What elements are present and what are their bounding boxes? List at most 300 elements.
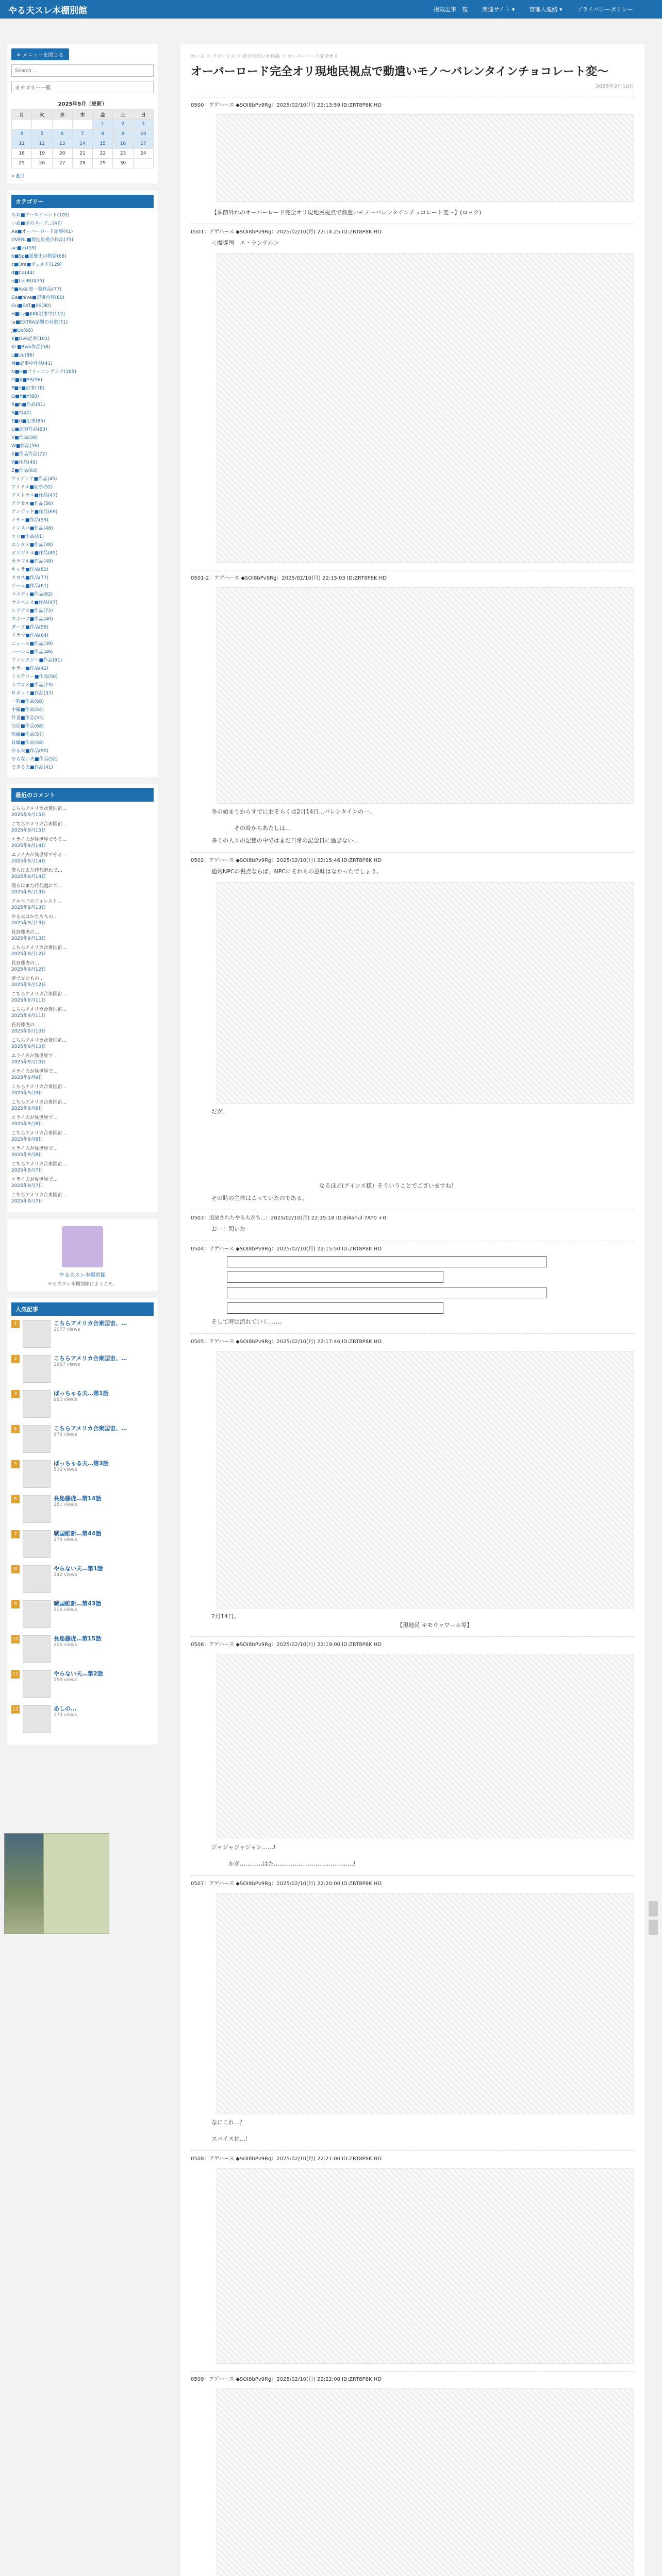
comment-text[interactable]: エライ夫が異世界で…: [11, 1069, 58, 1074]
ascii-frame-box: [227, 1287, 547, 1298]
ascii-art-block: [217, 2168, 634, 2364]
post-body-extra: その時の主体はこっていたのである。: [211, 1195, 308, 1201]
comment-text[interactable]: エライ夫が異世界で…: [11, 1177, 58, 1182]
comment-text[interactable]: エライ夫が異世界でやる…: [11, 837, 67, 842]
comment-text[interactable]: 僕らはまた時代遅れで…: [11, 868, 63, 873]
comment-text[interactable]: こちらアメリカ合衆国宙…: [11, 1162, 67, 1167]
comment-text[interactable]: こちらアメリカ合衆国宙…: [11, 992, 67, 997]
category-link[interactable]: ae■ex(59): [11, 246, 37, 251]
comment-date[interactable]: 2025年9月12日: [11, 952, 46, 957]
ascii-art-block: [217, 2388, 634, 2576]
popular-views: 199 views: [54, 1677, 77, 1683]
comment-date[interactable]: 2025年9月14日: [11, 843, 46, 849]
scroll-up-button[interactable]: [649, 1901, 658, 1917]
category-link[interactable]: ドラマ■作品(64): [11, 633, 48, 638]
category-link[interactable]: アストラル■作品(47): [11, 493, 58, 498]
popular-thumbnail[interactable]: [23, 1355, 51, 1383]
category-link[interactable]: イチャ■作品(53): [11, 518, 48, 523]
category-link[interactable]: 短編■作品(57): [11, 732, 44, 737]
popular-views: 281 views: [54, 1502, 77, 1507]
popular-thumbnail[interactable]: [23, 1670, 51, 1698]
calendar-day[interactable]: 8: [93, 129, 113, 139]
category-link[interactable]: b■Sp■黒歴史の物語(68): [11, 254, 67, 259]
popular-views: 216 views: [54, 1607, 77, 1613]
category-link[interactable]: できる夫■作品(41): [11, 765, 53, 770]
comment-date[interactable]: 2025年9月8日: [11, 1122, 43, 1127]
popular-thumbnail[interactable]: [23, 1635, 51, 1663]
popular-rank: 10: [11, 1635, 20, 1643]
post-body: 【現地民 キモウァワール等】: [397, 1622, 473, 1629]
comment-date[interactable]: 2025年9月12日: [11, 982, 46, 988]
category-link[interactable]: 長編■作品(48): [11, 740, 44, 745]
popular-item[interactable]: [11, 1670, 154, 1700]
calendar-day[interactable]: 5: [32, 129, 52, 139]
calendar-day[interactable]: 17: [133, 139, 153, 149]
comment-list: [11, 806, 154, 1205]
category-link[interactable]: J■Uo(65): [11, 328, 33, 333]
category-link[interactable]: P■Y■記事(78): [11, 386, 45, 391]
calendar-prev-link[interactable]: « 8月: [11, 174, 25, 179]
top-nav: [434, 5, 633, 13]
search-input[interactable]: [11, 64, 154, 77]
comment-date[interactable]: 2025年9月12日: [11, 967, 46, 972]
popular-views: 980 views: [54, 1397, 77, 1402]
calendar-day[interactable]: 3: [133, 120, 153, 129]
popular-item[interactable]: [11, 1565, 154, 1595]
category-link[interactable]: K■Ovk記事(101): [11, 336, 50, 342]
comment-item: [11, 1084, 154, 1096]
nav-item[interactable]: 関連サイト ▾: [482, 6, 515, 13]
category-link[interactable]: ロボット■作品(37): [11, 691, 53, 696]
popular-thumbnail[interactable]: [23, 1495, 51, 1523]
calendar-day[interactable]: 13: [52, 139, 72, 149]
calendar-day: [72, 120, 92, 129]
comment-item: [11, 1007, 154, 1019]
category-link[interactable]: 完結■作品(68): [11, 724, 44, 729]
calendar-day: [12, 120, 32, 129]
post-header: 0504：アゲハース ◆SOI8bPv9Rg：2025/02/10(月) 22:15:50 ID:ZRT8P8K HD: [191, 1241, 634, 1252]
category-link[interactable]: T■U■記事(85): [11, 419, 45, 424]
comment-text[interactable]: 夢で見たもの…: [11, 976, 44, 981]
comment-date[interactable]: 2025年9月10日: [11, 1060, 46, 1065]
popular-thumbnail[interactable]: [23, 1705, 51, 1733]
comment-date[interactable]: 2025年9月7日: [11, 1168, 43, 1173]
ascii-art-block: [217, 587, 634, 804]
calendar-day[interactable]: 18: [12, 149, 32, 159]
category-link[interactable]: アンデッド■作品(69): [11, 510, 58, 515]
category-link[interactable]: Ia■EXTRA話題の対象(71): [11, 320, 68, 325]
calendar-day-head: 月: [12, 110, 32, 120]
popular-thumbnail[interactable]: [23, 1530, 51, 1558]
category-link[interactable]: Z■作品(63): [11, 468, 38, 473]
scroll-down-button[interactable]: [649, 1920, 658, 1935]
comment-item: [11, 883, 154, 895]
comment-text[interactable]: 僕らはまた時代遅れで…: [11, 884, 63, 889]
comment-date[interactable]: 2025年9月13日: [11, 936, 46, 941]
popular-thumbnail[interactable]: [23, 1460, 51, 1488]
breadcrumb[interactable]: ホーム ＞ アクーシス ＞ 自分の思いを作品 ＞ オーバーロード完全オリ: [191, 54, 338, 59]
category-link[interactable]: やる夫■作品(90): [11, 749, 48, 754]
profile-avatar: [62, 1226, 103, 1267]
popular-views: 173 views: [54, 1713, 77, 1718]
comment-text[interactable]: エライ夫が異世界でやる…: [11, 853, 67, 858]
category-link[interactable]: OVERL■現地民視点作品(75): [11, 238, 74, 243]
post-scene-label: ＜魔導国 エ・ランテル＞: [211, 240, 279, 246]
category-link[interactable]: アイディア■作品(45): [11, 477, 57, 482]
popular-rank: 7: [11, 1530, 20, 1538]
post-header: 0509：アゲハース ◆SOI8bPv9Rg：2025/02/10(月) 22:22:00 ID:ZRT8P8K HD: [191, 2371, 634, 2382]
calendar-day[interactable]: 9: [113, 129, 133, 139]
category-link[interactable]: Q■Y■Y(60): [11, 394, 39, 399]
comment-item: [11, 914, 154, 926]
calendar-day[interactable]: 20: [52, 149, 72, 159]
popular-thumbnail[interactable]: [23, 1425, 51, 1453]
comment-date[interactable]: 2025年9月14日: [11, 874, 46, 879]
calendar-day-head: 木: [72, 110, 92, 120]
popular-title[interactable]: こちらアメリカ合衆国宙、…: [54, 1355, 127, 1362]
comment-text[interactable]: アルベドのフォレスト…: [11, 899, 62, 904]
popular-rank: 6: [11, 1495, 20, 1503]
category-link[interactable]: Aa■オーバーロード記事(41): [11, 229, 73, 234]
category-link[interactable]: Ga■hive■記事内容(80): [11, 295, 65, 300]
category-link[interactable]: ファンタジー■作品(91): [11, 658, 62, 663]
calendar-day[interactable]: 6: [52, 129, 72, 139]
post-body: ジャジャジャジャン……! かぎ…………はた……………………………………!: [211, 1844, 356, 1867]
comment-date[interactable]: 2025年9月8日: [11, 1137, 43, 1142]
nav-item[interactable]: プライバシーポリシー: [576, 6, 633, 13]
popular-heading: 人気記事: [11, 1302, 154, 1316]
popular-views: 1987 views: [54, 1362, 80, 1367]
calendar-day[interactable]: 22: [93, 149, 113, 159]
comment-date[interactable]: 2025年9月14日: [11, 859, 46, 864]
post-header: 0502：アゲハース ◆SOI8bPv9Rg：2025/02/10(月) 22:15:46 ID:ZRT8P8K HD: [191, 852, 634, 863]
calendar-day[interactable]: 1: [93, 120, 113, 129]
calendar-day[interactable]: 2: [113, 120, 133, 129]
category-link[interactable]: シリアス■作品(72): [11, 608, 53, 614]
categories-heading: カテゴリー: [11, 195, 154, 208]
category-link[interactable]: ハーレム■作品(46): [11, 650, 53, 655]
calendar-day: [52, 120, 72, 129]
comment-item: [11, 821, 154, 834]
category-link[interactable]: サスペンス■作品(47): [11, 600, 58, 605]
category-link[interactable]: ホラー■作品(42): [11, 666, 48, 671]
nav-item[interactable]: 管理人連絡 ▾: [529, 6, 562, 13]
post-header: 0507：アゲハース ◆SOI8bPv9Rg：2025/02/10(月) 22:20:00 ID:ZRT8P8K HD: [191, 1875, 634, 1887]
popular-title[interactable]: やらない夫…第2話: [54, 1670, 103, 1677]
comment-date[interactable]: 2025年9月9日: [11, 1091, 43, 1096]
comment-text[interactable]: やる夫はかたもちの…: [11, 914, 58, 920]
popular-title[interactable]: ぱっちゃる夫…第1話: [54, 1390, 109, 1397]
comment-text[interactable]: こちらアメリカ合衆国宙…: [11, 1084, 67, 1090]
popular-item[interactable]: [11, 1600, 154, 1630]
popular-item[interactable]: [11, 1530, 154, 1560]
comment-date[interactable]: 2025年9月9日: [11, 1075, 43, 1080]
popular-views: 532 views: [54, 1467, 77, 1472]
post-header: 0505：アゲハース ◆SOI8bPv9Rg：2025/02/10(月) 22:17:46 ID:ZRT8P8K HD: [191, 1333, 634, 1345]
category-link[interactable]: M■記事中作品(41): [11, 361, 53, 366]
popular-item[interactable]: [11, 1705, 154, 1735]
comment-date[interactable]: 2025年9月15日: [11, 828, 46, 833]
calendar-day[interactable]: 7: [72, 129, 92, 139]
comment-text[interactable]: こちらアメリカ合衆国宙…: [11, 822, 67, 827]
ascii-art-block: [217, 1351, 634, 1608]
calendar-day: [133, 159, 153, 168]
comment-item: [11, 1069, 154, 1081]
category-link[interactable]: エンタメ■作品(38): [11, 543, 53, 548]
category-link[interactable]: Gu■EXT■SS(80): [11, 303, 51, 309]
comment-text[interactable]: 長島藤虎の…: [11, 1023, 40, 1028]
popular-rank: 2: [11, 1355, 20, 1363]
popular-item[interactable]: [11, 1320, 154, 1350]
popular-title[interactable]: こちらアメリカ合衆国宙、…: [54, 1320, 127, 1327]
popular-rank: 4: [11, 1425, 20, 1433]
sidebar: [7, 44, 158, 2576]
calendar-day[interactable]: 14: [72, 139, 92, 149]
calendar-day[interactable]: 11: [12, 139, 32, 149]
ascii-art-block: [217, 253, 634, 563]
post-body: 多くの人々の記憶の中ではまだ日常の記念日に過ぎない...: [211, 837, 359, 844]
calendar-day[interactable]: 28: [72, 159, 92, 168]
site-title[interactable]: やる夫スレ本棚別館: [8, 5, 87, 16]
category-link[interactable]: U■記事作品(53): [11, 427, 47, 432]
category-link[interactable]: O■K■SS(56): [11, 378, 42, 383]
popular-item[interactable]: [11, 1355, 154, 1385]
popular-thumbnail[interactable]: [23, 1320, 51, 1348]
popular-item[interactable]: [11, 1390, 154, 1420]
menu-close-button[interactable]: ≡ メニューを閉じる: [11, 48, 69, 60]
comment-date[interactable]: 2025年9月13日: [11, 921, 46, 926]
comment-item: [11, 1115, 154, 1127]
calendar-day-head: 日: [133, 110, 153, 120]
category-link[interactable]: 一般■作品(60): [11, 699, 44, 704]
nav-item[interactable]: 掲載記事一覧: [434, 6, 468, 13]
comment-item: [11, 837, 154, 849]
calendar-day[interactable]: 12: [32, 139, 52, 149]
comment-text[interactable]: こちらアメリカ合衆国宙…: [11, 1038, 67, 1043]
main-article: [180, 44, 644, 2576]
popular-thumbnail[interactable]: [23, 1600, 51, 1628]
calendar-day[interactable]: 29: [93, 159, 113, 168]
category-link[interactable]: Y■作品(40): [11, 460, 38, 465]
category-link[interactable]: やらない夫■作品(52): [11, 757, 58, 762]
popular-rank: 11: [11, 1670, 20, 1679]
category-link[interactable]: ああ■アースイベント(105): [11, 213, 70, 218]
popular-thumbnail[interactable]: [23, 1565, 51, 1593]
comment-date[interactable]: 2025年9月9日: [11, 1106, 43, 1111]
comment-text[interactable]: エライ夫が異世界で…: [11, 1146, 58, 1151]
category-link[interactable]: H■Uz■KKK記事中(112): [11, 312, 65, 317]
comment-date[interactable]: 2025年9月8日: [11, 1153, 43, 1158]
popular-views: 206 views: [54, 1642, 77, 1648]
popular-box: [7, 1298, 158, 1744]
ascii-frame-box: [227, 1272, 443, 1283]
calendar-day[interactable]: 23: [113, 149, 133, 159]
popular-views: 876 views: [54, 1432, 77, 1437]
comment-item: [11, 1022, 154, 1035]
post-header: 0506：アゲハース ◆SOI8bPv9Rg：2025/02/10(月) 22:19:00 ID:ZRT8P8K HD: [191, 1636, 634, 1648]
category-link[interactable]: F■Av記事一覧作品(77): [11, 287, 62, 292]
ascii-art-block: [217, 882, 634, 1104]
comment-item: [11, 1177, 154, 1189]
comment-item: [11, 868, 154, 880]
comment-date[interactable]: 2025年9月7日: [11, 1199, 43, 1204]
comment-item: [11, 1099, 154, 1112]
category-link[interactable]: 中編■作品(44): [11, 707, 44, 713]
comment-item: [11, 960, 154, 973]
popular-item[interactable]: [11, 1495, 154, 1525]
comment-item: [11, 899, 154, 911]
ascii-frame-box: [227, 1302, 443, 1314]
popular-title[interactable]: やらない夫…第1話: [54, 1565, 103, 1572]
popular-thumbnail[interactable]: [23, 1390, 51, 1418]
popular-title[interactable]: 長島藤虎…第14話: [54, 1495, 102, 1502]
comment-date[interactable]: 2025年9月10日: [11, 1029, 46, 1034]
calendar-day[interactable]: 19: [32, 149, 52, 159]
popular-item[interactable]: [11, 1635, 154, 1665]
comment-item: [11, 1161, 154, 1174]
category-link[interactable]: d■Ca(44): [11, 270, 35, 276]
category-link[interactable]: 作者■作品(55): [11, 716, 44, 721]
calendar-day[interactable]: 15: [93, 139, 113, 149]
post-header: 0501-2：アゲハース ◆SOI8bPv9Rg：2025/02/10(月) 22:15:03 ID:ZRT8P8K HD: [191, 570, 634, 581]
category-link[interactable]: ラブコメ■作品(73): [11, 683, 53, 688]
popular-title[interactable]: 戦国維新…第43話: [54, 1600, 102, 1607]
category-link[interactable]: ミステリー■作品(50): [11, 674, 58, 680]
comment-item: [11, 991, 154, 1004]
category-link[interactable]: カラフル■作品(49): [11, 559, 53, 564]
popular-title[interactable]: こちらアメリカ合衆国宙、…: [54, 1425, 127, 1432]
category-link[interactable]: c■Ore■ヴェルド(129): [11, 262, 62, 267]
category-select[interactable]: カテゴリー一覧: [11, 81, 154, 93]
category-link[interactable]: N■H■フリーコンテンツ(165): [11, 369, 76, 375]
comment-date[interactable]: 2025年9月13日: [11, 905, 46, 910]
comment-text[interactable]: こちらアメリカ合衆国宙…: [11, 1131, 67, 1136]
comment-item: [11, 945, 154, 957]
comment-text[interactable]: エライ夫が異世界で…: [11, 1115, 58, 1121]
comment-text[interactable]: こちらアメリカ合衆国宙…: [11, 1193, 67, 1198]
profile-desc: やる夫スレ本棚別館にようこそ。: [47, 1282, 118, 1287]
popular-title[interactable]: あしの…: [54, 1705, 76, 1712]
profile-name[interactable]: やる夫スレ本棚別館: [59, 1273, 106, 1278]
category-link[interactable]: L■Uu(86): [11, 353, 35, 358]
comment-date[interactable]: 2025年9月11日: [11, 1013, 46, 1019]
comment-item: [11, 1038, 154, 1050]
comment-date[interactable]: 2025年9月7日: [11, 1183, 43, 1189]
popular-rank: 9: [11, 1600, 20, 1608]
comment-text[interactable]: エライ夫が異世界で…: [11, 1054, 58, 1059]
calendar-day[interactable]: 16: [113, 139, 133, 149]
post-title: オーバーロード完全オリ現地民視点で動遣いモノ〜バレンタインチョコレート変〜: [191, 65, 609, 78]
popular-rank: 12: [11, 1705, 20, 1714]
comment-date[interactable]: 2025年9月11日: [11, 998, 46, 1003]
post-header: 0508：アゲハース ◆SOI8bPv9Rg：2025/02/10(月) 22:21:00 ID:ZRT8P8K HD: [191, 2150, 634, 2162]
popular-item[interactable]: [11, 1425, 154, 1455]
post-header: 0503：追放されたやる夫がち...：2025/02/10(月) 22:15:18 ID:8i4ahul 7AY0 +0: [191, 1210, 634, 1221]
categories-box: [7, 191, 158, 777]
comment-item: [11, 1192, 154, 1205]
category-link[interactable]: V■作品(38): [11, 435, 38, 440]
comment-date[interactable]: 2025年9月10日: [11, 1044, 46, 1049]
category-link[interactable]: クロス■作品(77): [11, 575, 48, 581]
comment-item: [11, 852, 154, 865]
category-link[interactable]: R■h■作品(51): [11, 402, 45, 408]
category-link[interactable]: ダーク■作品(58): [11, 625, 48, 630]
calendar-day[interactable]: 26: [32, 159, 52, 168]
category-link[interactable]: キャラ■作品(52): [11, 567, 48, 572]
ascii-frame-box: [227, 1256, 547, 1267]
calendar-day[interactable]: 21: [72, 149, 92, 159]
popular-title[interactable]: 戦国維新…第44話: [54, 1530, 102, 1537]
popular-views: 279 views: [54, 1537, 77, 1543]
comment-text[interactable]: 長島藤虎の…: [11, 961, 40, 966]
comment-text[interactable]: こちらアメリカ合衆国宙…: [11, 1100, 67, 1105]
comment-item: [11, 1130, 154, 1143]
comment-item: [11, 976, 154, 988]
category-link[interactable]: X■作品作品(72): [11, 452, 47, 457]
category-link[interactable]: スポーツ■作品(40): [11, 617, 53, 622]
popular-title[interactable]: 長島藤虎…第15話: [54, 1635, 102, 1642]
category-link[interactable]: オリジナル■作品(85): [11, 551, 58, 556]
calendar-day[interactable]: 27: [52, 159, 72, 168]
post-header: 0500：アゲハース ◆SOI8bPv9Rg：2025/02/10(月) 22:13:59 ID:ZRT8P8K HD: [191, 97, 634, 108]
comment-text[interactable]: こちらアメリカ合衆国宙…: [11, 1007, 67, 1012]
comment-date[interactable]: 2025年9月15日: [11, 812, 46, 818]
popular-views: 242 views: [54, 1572, 77, 1578]
category-link[interactable]: ゲーム■作品(61): [11, 584, 48, 589]
calendar-day[interactable]: 10: [133, 129, 153, 139]
ascii-art-block: [217, 1654, 634, 1839]
post-date: 2025年2月10日: [595, 84, 634, 90]
comment-item: [11, 929, 154, 942]
comment-text[interactable]: 長島藤虎の…: [11, 930, 40, 935]
category-link[interactable]: いぬ■金のスープ…(47): [11, 221, 62, 226]
category-link[interactable]: アクセル■作品(56): [11, 501, 53, 506]
calendar-day-head: 土: [113, 110, 133, 120]
post-body: 通常NPCの視点ならば、NPCにそれらの意味はなかったでしょう。: [211, 868, 383, 875]
popular-item[interactable]: [11, 1460, 154, 1490]
comment-text[interactable]: こちらアメリカ合衆国宙…: [11, 945, 67, 951]
comment-date[interactable]: 2025年9月13日: [11, 890, 46, 895]
search-box: [7, 44, 158, 183]
category-link[interactable]: KL■Bwb作品(58): [11, 345, 51, 350]
ascii-art-block: [217, 1893, 634, 2114]
calendar-day[interactable]: 30: [113, 159, 133, 168]
category-link[interactable]: インスパ■作品(48): [11, 526, 53, 531]
category-link[interactable]: W■作品(56): [11, 444, 39, 449]
comment-item: [11, 806, 154, 818]
top-bar: [0, 0, 662, 19]
popular-rank: 3: [11, 1390, 20, 1398]
category-link[interactable]: アイドル■記事(52): [11, 485, 53, 490]
calendar-day[interactable]: 24: [133, 149, 153, 159]
calendar-day[interactable]: 25: [12, 159, 32, 168]
popular-rank: 1: [11, 1320, 20, 1328]
category-link[interactable]: コメディ■作品(82): [11, 592, 53, 597]
scroll-nav: [649, 1901, 658, 1937]
category-link[interactable]: e■Lv-IRUI(75): [11, 279, 45, 284]
popular-title[interactable]: ぱっちゃる夫…第3話: [54, 1460, 109, 1467]
category-link[interactable]: エロ■作品(41): [11, 534, 44, 539]
popular-rank: 8: [11, 1565, 20, 1573]
popular-views: 2077 views: [54, 1327, 80, 1332]
calendar: [11, 97, 154, 168]
calendar-day[interactable]: 4: [12, 129, 32, 139]
comment-item: [11, 1053, 154, 1065]
comment-text[interactable]: こちらアメリカ合衆国宙…: [11, 806, 67, 811]
post-body: おー！閃いた: [211, 1226, 245, 1232]
category-link[interactable]: ニュース■作品(39): [11, 641, 53, 647]
category-link[interactable]: S■T(47): [11, 411, 31, 416]
